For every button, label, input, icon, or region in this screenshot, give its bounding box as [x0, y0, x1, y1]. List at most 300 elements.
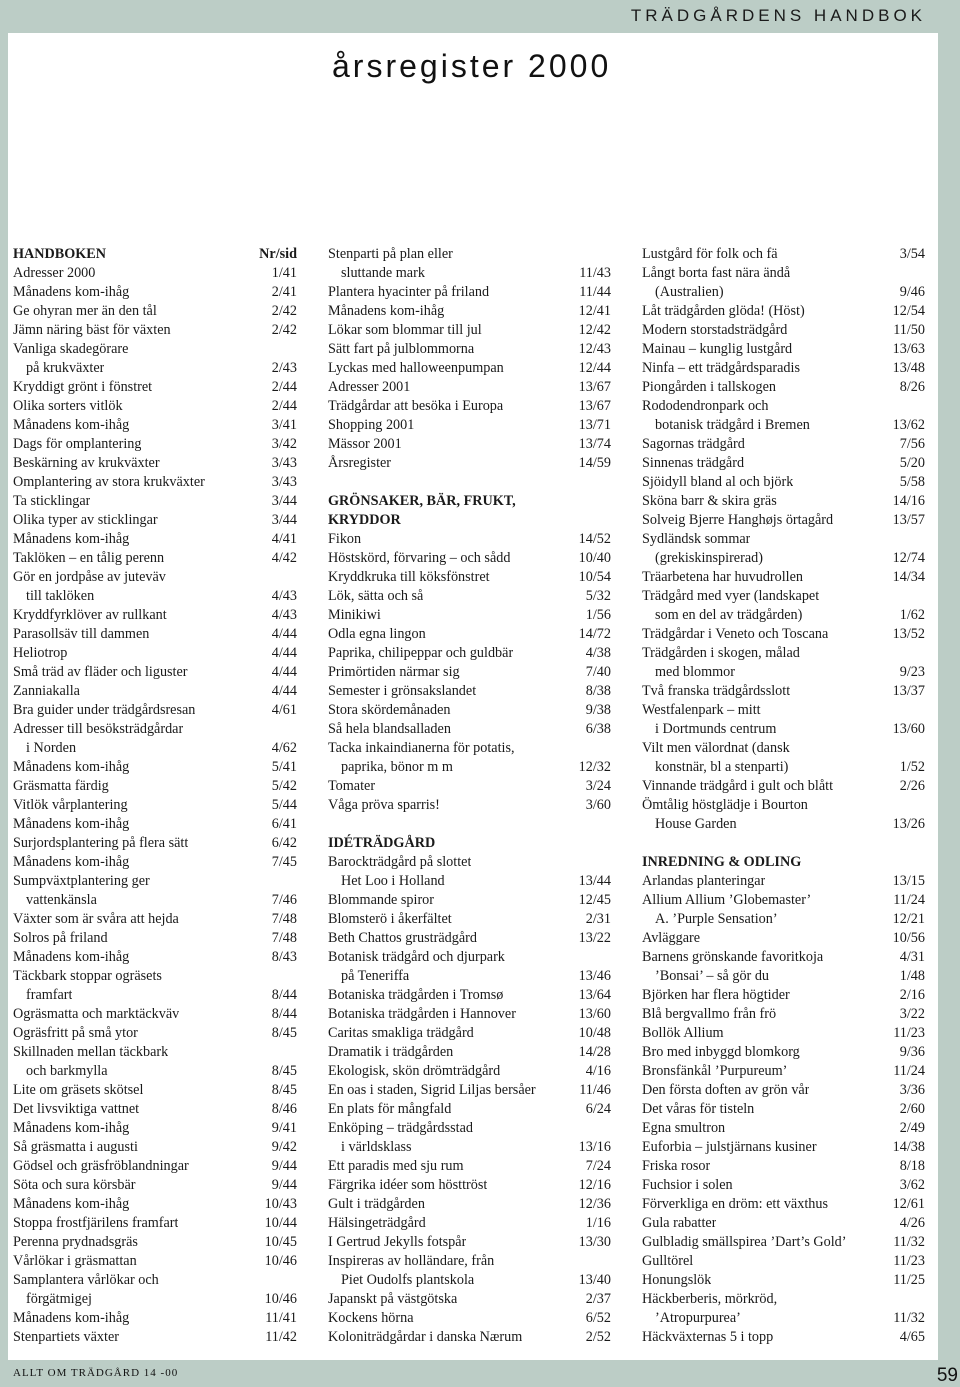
entry-page-ref [921, 834, 925, 853]
entry-page-ref [607, 853, 611, 872]
entry-title: Ekologisk, skön drömträdgård [328, 1063, 501, 1079]
entry-title: Månadens kom-ihåg [13, 1120, 130, 1136]
entry-page-ref: 6/52 [585, 1310, 611, 1326]
index-entry [328, 1100, 611, 1119]
entry-title: Dags för omplantering [13, 436, 142, 452]
index-entry [328, 302, 611, 321]
entry-page-ref: 7/48 [271, 930, 297, 946]
entry-title: Beskärning av krukväxter [13, 455, 160, 471]
entry-title: Träarbetena har huvudrollen [642, 569, 804, 585]
entry-title: Beth Chattos grusträdgård [328, 930, 477, 946]
entry-page-ref: 2/37 [585, 1291, 611, 1307]
index-entry [13, 1252, 297, 1271]
entry-page-ref: 13/15 [892, 873, 925, 889]
entry-page-ref: 1/62 [899, 607, 925, 623]
entry-title: Så hela blandsalladen [328, 721, 451, 737]
entry-page-ref: 14/16 [892, 493, 925, 509]
entry-title: Omplantering av stora krukväxter [13, 474, 205, 490]
entry-title: Lök, sätta och så [328, 588, 424, 604]
entry-page-ref: 3/60 [585, 797, 611, 813]
entry-title: Lustgård för folk och fä [642, 246, 778, 262]
entry-title: Sydländsk sommar [642, 531, 751, 547]
entry-page-ref: 13/67 [578, 379, 611, 395]
entry-page-ref: 8/46 [271, 1101, 297, 1117]
entry-page-ref: 9/23 [899, 664, 925, 680]
entry-page-ref: 13/52 [892, 626, 925, 642]
index-entry [642, 283, 925, 302]
index-entry [642, 1119, 925, 1138]
entry-page-ref: 5/32 [585, 588, 611, 604]
entry-page-ref [607, 492, 611, 511]
entry-title: Odla egna lingon [328, 626, 426, 642]
entry-page-ref: 13/67 [578, 398, 611, 414]
entry-page-ref: 2/44 [271, 379, 297, 395]
index-entry [642, 644, 925, 663]
entry-title: sluttande mark [341, 265, 425, 281]
entry-title: (grekiskinspirerad) [655, 550, 763, 566]
entry-title: Gulltörel [642, 1253, 694, 1269]
index-entry [13, 948, 297, 967]
index-entry [13, 1195, 297, 1214]
entry-page-ref [921, 1290, 925, 1309]
entry-page-ref: 12/32 [578, 759, 611, 775]
entry-page-ref: 7/45 [271, 854, 297, 870]
index-entry [328, 264, 611, 283]
index-entry [328, 530, 611, 549]
index-entry [328, 1043, 611, 1062]
index-entry [328, 986, 611, 1005]
entry-title: Minikiwi [328, 607, 381, 623]
entry-title: Shopping 2001 [328, 417, 415, 433]
index-entry [642, 1252, 925, 1271]
entry-page-ref: Nr/sid [259, 246, 297, 262]
index-entry [642, 511, 925, 530]
index-entry [642, 1043, 925, 1062]
index-entry [328, 1005, 611, 1024]
entry-title: Ömtålig höstglädje i Bourton [642, 797, 808, 813]
index-entry [13, 492, 297, 511]
index-entry [13, 511, 297, 530]
entry-title: på Teneriffa [341, 968, 410, 984]
index-entry [642, 1309, 925, 1328]
index-entry [642, 568, 925, 587]
entry-page-ref: 4/44 [271, 626, 297, 642]
entry-title: förgätmigej [26, 1291, 92, 1307]
entry-title: Barnens grönskande favoritkoja [642, 949, 824, 965]
entry-title: med blommor [655, 664, 735, 680]
entry-title: A. ’Purple Sensation’ [655, 911, 778, 927]
index-entry [328, 739, 611, 758]
frame-right-band [938, 0, 960, 1387]
entry-page-ref: 5/58 [899, 474, 925, 490]
entry-title: Förverkliga en dröm: ett växthus [642, 1196, 828, 1212]
entry-page-ref: 14/52 [578, 531, 611, 547]
entry-title: Trädgårdar i Veneto och Toscana [642, 626, 829, 642]
index-entry [328, 644, 611, 663]
entry-title: Det våras för tisteln [642, 1101, 755, 1117]
index-entry [328, 359, 611, 378]
entry-title: Kryddigt grönt i fönstret [13, 379, 153, 395]
entry-title: Solros på friland [13, 930, 108, 946]
index-entry [13, 1005, 297, 1024]
entry-page-ref: 7/48 [271, 911, 297, 927]
entry-page-ref: 11/42 [265, 1329, 297, 1345]
entry-title: i världsklass [341, 1139, 412, 1155]
index-entry [328, 1195, 611, 1214]
entry-title: Adresser till besöksträdgårdar [13, 721, 184, 737]
index-entry [642, 473, 925, 492]
entry-page-ref: 11/50 [893, 322, 925, 338]
index-entry [642, 264, 925, 283]
entry-title: Lyckas med halloweenpumpan [328, 360, 504, 376]
entry-title: Ge ohyran mer än den tål [13, 303, 157, 319]
entry-page-ref: 11/23 [893, 1025, 925, 1041]
entry-page-ref: 3/24 [585, 778, 611, 794]
index-entry [328, 397, 611, 416]
index-entry [13, 1119, 297, 1138]
entry-title: En plats för mångfald [328, 1101, 452, 1117]
entry-title: Inspireras av holländare, från [328, 1253, 495, 1269]
index-entry [328, 1157, 611, 1176]
section-heading [328, 834, 611, 853]
index-entry [642, 359, 925, 378]
index-entry [328, 948, 611, 967]
entry-page-ref: 12/42 [578, 322, 611, 338]
entry-page-ref: 9/38 [585, 702, 611, 718]
index-entry [328, 625, 611, 644]
index-entry [13, 1176, 297, 1195]
entry-title: Söta och sura körsbär [13, 1177, 136, 1193]
entry-page-ref: 4/44 [271, 683, 297, 699]
entry-page-ref: 13/37 [892, 683, 925, 699]
index-entry [642, 1233, 925, 1252]
index-entry [328, 891, 611, 910]
entry-page-ref: 4/43 [271, 588, 297, 604]
entry-page-ref: 7/40 [585, 664, 611, 680]
index-entry [328, 1081, 611, 1100]
index-entry [13, 1157, 297, 1176]
entry-title: Det livsviktiga vattnet [13, 1101, 140, 1117]
entry-title: Månadens kom-ihåg [13, 854, 130, 870]
index-entry [13, 853, 297, 872]
entry-page-ref: 11/32 [893, 1234, 925, 1250]
entry-title: som en del av trädgården) [655, 607, 803, 623]
index-entry [642, 1157, 925, 1176]
entry-page-ref [921, 530, 925, 549]
index-entry [642, 1214, 925, 1233]
entry-page-ref: 11/24 [893, 892, 925, 908]
entry-title: Bro med inbyggd blomkorg [642, 1044, 800, 1060]
entry-page-ref: 14/34 [892, 569, 925, 585]
entry-page-ref: 9/44 [271, 1177, 297, 1193]
entry-title: Adresser 2001 [328, 379, 411, 395]
entry-page-ref [293, 1043, 297, 1062]
entry-title: Långt borta fast nära ändå [642, 265, 791, 281]
entry-title: Barockträdgård på slottet [328, 854, 472, 870]
entry-title: Ninfa – ett trädgårdsparadis [642, 360, 800, 376]
index-entry [328, 1328, 611, 1347]
entry-page-ref [921, 644, 925, 663]
entry-page-ref [921, 264, 925, 283]
index-entry [328, 796, 611, 815]
index-entry [13, 606, 297, 625]
index-entry [13, 929, 297, 948]
index-entry [642, 910, 925, 929]
index-entry [328, 321, 611, 340]
entry-page-ref [921, 397, 925, 416]
running-header: TRÄDGÅRDENS HANDBOK [630, 6, 926, 25]
index-entry [13, 1024, 297, 1043]
entry-page-ref: 13/71 [578, 417, 611, 433]
index-entry [328, 283, 611, 302]
entry-title: Parasollsäv till dammen [13, 626, 150, 642]
entry-page-ref: 7/56 [899, 436, 925, 452]
entry-title: Stora skördemånaden [328, 702, 451, 718]
index-entry [642, 378, 925, 397]
entry-page-ref: 3/41 [271, 417, 297, 433]
index-entry [13, 473, 297, 492]
entry-page-ref: 3/44 [271, 493, 297, 509]
entry-title: Gör en jordpåse av juteväv [13, 569, 166, 585]
entry-page-ref: 11/32 [893, 1310, 925, 1326]
index-entry [13, 416, 297, 435]
entry-title: Månadens kom-ihåg [13, 1196, 130, 1212]
entry-title: i Dortmunds centrum [655, 721, 777, 737]
entry-title: Bra guider under trädgårdsresan [13, 702, 196, 718]
entry-page-ref: 12/36 [578, 1196, 611, 1212]
entry-title: Kryddfyrklöver av rullkant [13, 607, 167, 623]
entry-title: (Australien) [655, 284, 724, 300]
entry-title: Semester i grönsakslandet [328, 683, 477, 699]
entry-title: Månadens kom-ihåg [13, 816, 130, 832]
index-entry [642, 530, 925, 549]
index-entry [13, 967, 297, 986]
entry-title: Tomater [328, 778, 376, 794]
entry-page-ref [921, 739, 925, 758]
entry-page-ref: 12/44 [578, 360, 611, 376]
entry-page-ref: 8/44 [271, 987, 297, 1003]
entry-title: Fikon [328, 531, 362, 547]
entry-title: Sinnenas trädgård [642, 455, 745, 471]
index-entry [13, 1043, 297, 1062]
entry-title: Mässor 2001 [328, 436, 402, 452]
entry-title: Solveig Bjerre Hanghøjs örtagård [642, 512, 834, 528]
index-entry [642, 416, 925, 435]
entry-title: Gult i trädgården [328, 1196, 425, 1212]
entry-title: Botaniska trädgården i Hannover [328, 1006, 516, 1022]
entry-title: Månadens kom-ihåg [13, 531, 130, 547]
index-entry [13, 340, 297, 359]
entry-title: House Garden [655, 816, 737, 832]
index-entry [13, 435, 297, 454]
index-entry [13, 283, 297, 302]
entry-page-ref: 2/16 [899, 987, 925, 1003]
entry-title: Små träd av fläder och liguster [13, 664, 188, 680]
entry-page-ref: 4/42 [271, 550, 297, 566]
entry-page-ref: 4/38 [585, 645, 611, 661]
index-entry [642, 625, 925, 644]
index-entry [328, 340, 611, 359]
index-entry [328, 1271, 611, 1290]
index-column-1 [13, 245, 297, 1347]
index-entry [13, 1062, 297, 1081]
index-entry [13, 796, 297, 815]
entry-title: ’Bonsai’ – så gör du [655, 968, 770, 984]
entry-title: Egna smultron [642, 1120, 726, 1136]
entry-page-ref: 6/42 [271, 835, 297, 851]
entry-title: Den första doften av grön vår [642, 1082, 810, 1098]
entry-title: Fuchsior i solen [642, 1177, 733, 1193]
entry-title: IDÉTRÄDGÅRD [328, 835, 436, 851]
index-entry [642, 1271, 925, 1290]
entry-page-ref: 13/30 [578, 1234, 611, 1250]
entry-page-ref: 7/46 [271, 892, 297, 908]
index-entry [328, 1214, 611, 1233]
entry-title: Sumpväxtplantering ger [13, 873, 150, 889]
entry-title: Caritas smakliga trädgård [328, 1025, 474, 1041]
entry-page-ref: 3/43 [271, 474, 297, 490]
index-entry [13, 321, 297, 340]
entry-page-ref: 13/57 [892, 512, 925, 528]
index-entry [642, 815, 925, 834]
entry-title: Ogräsfritt på små ytor [13, 1025, 138, 1041]
entry-title: Enköping – trädgårdsstad [328, 1120, 473, 1136]
index-entry [328, 701, 611, 720]
entry-page-ref: 9/41 [271, 1120, 297, 1136]
entry-page-ref: 4/26 [899, 1215, 925, 1231]
entry-title: Så gräsmatta i augusti [13, 1139, 138, 1155]
index-entry [13, 815, 297, 834]
entry-title: till taklöken [26, 588, 95, 604]
spacer [328, 473, 611, 492]
entry-title: Kockens hörna [328, 1310, 414, 1326]
index-entry [328, 587, 611, 606]
entry-title: Trädgårdar att besöka i Europa [328, 398, 504, 414]
entry-title: Månadens kom-ihåg [13, 284, 130, 300]
index-entry [642, 302, 925, 321]
entry-title: Vitlök vårplantering [13, 797, 128, 813]
entry-page-ref: 14/38 [892, 1139, 925, 1155]
entry-page-ref: 4/44 [271, 645, 297, 661]
index-entry [642, 1290, 925, 1309]
entry-title: KRYDDOR [328, 512, 401, 528]
entry-page-ref: 10/44 [264, 1215, 297, 1231]
entry-page-ref: 9/42 [271, 1139, 297, 1155]
entry-page-ref: 4/62 [271, 740, 297, 756]
entry-page-ref: 4/31 [899, 949, 925, 965]
entry-page-ref: 2/42 [271, 303, 297, 319]
entry-page-ref: 3/36 [899, 1082, 925, 1098]
entry-page-ref [293, 568, 297, 587]
entry-page-ref: 3/42 [271, 436, 297, 452]
entry-title: Primörtiden närmar sig [328, 664, 460, 680]
entry-page-ref: 13/64 [578, 987, 611, 1003]
entry-title: Månadens kom-ihåg [13, 1310, 130, 1326]
entry-title: Friska rosor [642, 1158, 711, 1174]
entry-page-ref: 12/61 [892, 1196, 925, 1212]
entry-title: Ett paradis med sju rum [328, 1158, 464, 1174]
entry-title: Olika sorters vitlök [13, 398, 123, 414]
entry-page-ref: 8/45 [271, 1063, 297, 1079]
entry-page-ref: 6/38 [585, 721, 611, 737]
entry-page-ref: 14/28 [578, 1044, 611, 1060]
index-entry [642, 872, 925, 891]
entry-page-ref [921, 853, 925, 872]
entry-page-ref: 13/74 [578, 436, 611, 452]
entry-page-ref: 4/43 [271, 607, 297, 623]
entry-page-ref: 8/43 [271, 949, 297, 965]
entry-page-ref [921, 701, 925, 720]
entry-title: Stoppa frostfjärilens framfart [13, 1215, 179, 1231]
index-entry [13, 454, 297, 473]
entry-page-ref [607, 473, 611, 492]
entry-page-ref: 13/16 [578, 1139, 611, 1155]
entry-title: Westfalenpark – mitt [642, 702, 761, 718]
index-entry [13, 663, 297, 682]
entry-page-ref: 12/74 [892, 550, 925, 566]
entry-title: Två franska trädgårdsslott [642, 683, 791, 699]
entry-page-ref: 12/43 [578, 341, 611, 357]
index-entry [642, 739, 925, 758]
entry-title: Koloniträdgårdar i danska Nærum [328, 1329, 523, 1345]
entry-title: Lökar som blommar till jul [328, 322, 482, 338]
entry-page-ref: 11/44 [579, 284, 611, 300]
entry-page-ref [293, 720, 297, 739]
index-entry [642, 891, 925, 910]
entry-title: Gödsel och gräsfröblandningar [13, 1158, 189, 1174]
index-entry [13, 872, 297, 891]
entry-title: Ogräsmatta och marktäckväv [13, 1006, 180, 1022]
entry-page-ref: 13/40 [578, 1272, 611, 1288]
entry-title: Månadens kom-ihåg [328, 303, 445, 319]
entry-page-ref: 14/72 [578, 626, 611, 642]
entry-page-ref: 11/24 [893, 1063, 925, 1079]
index-entry [328, 872, 611, 891]
entry-page-ref [607, 511, 611, 530]
entry-title: Stenpartiets växter [13, 1329, 119, 1345]
entry-page-ref [607, 815, 611, 834]
index-column-3 [642, 245, 925, 1347]
entry-page-ref [607, 948, 611, 967]
entry-page-ref [607, 1119, 611, 1138]
entry-page-ref: 4/41 [271, 531, 297, 547]
entry-page-ref: 2/44 [271, 398, 297, 414]
entry-title: Vanliga skadegörare [13, 341, 129, 357]
index-entry [642, 245, 925, 264]
entry-title: Plantera hyacinter på friland [328, 284, 490, 300]
entry-title: Japanskt på västgötska [328, 1291, 458, 1307]
entry-title: Månadens kom-ihåg [13, 949, 130, 965]
entry-title: Trädgården i skogen, målad [642, 645, 800, 661]
entry-page-ref: 13/63 [892, 341, 925, 357]
entry-page-ref: 4/61 [271, 702, 297, 718]
index-entry [642, 1328, 925, 1347]
entry-page-ref: 10/54 [578, 569, 611, 585]
index-entry [328, 682, 611, 701]
entry-page-ref: 12/16 [578, 1177, 611, 1193]
index-entry [642, 1195, 925, 1214]
index-entry [642, 682, 925, 701]
entry-page-ref: 8/44 [271, 1006, 297, 1022]
section-heading [328, 511, 611, 530]
index-entry [328, 435, 611, 454]
entry-title: Stenparti på plan eller [328, 246, 453, 262]
entry-page-ref: 3/54 [899, 246, 925, 262]
entry-title: Euforbia – julstjärnans kusiner [642, 1139, 817, 1155]
index-entry [642, 587, 925, 606]
entry-page-ref: 13/60 [892, 721, 925, 737]
index-entry [328, 929, 611, 948]
